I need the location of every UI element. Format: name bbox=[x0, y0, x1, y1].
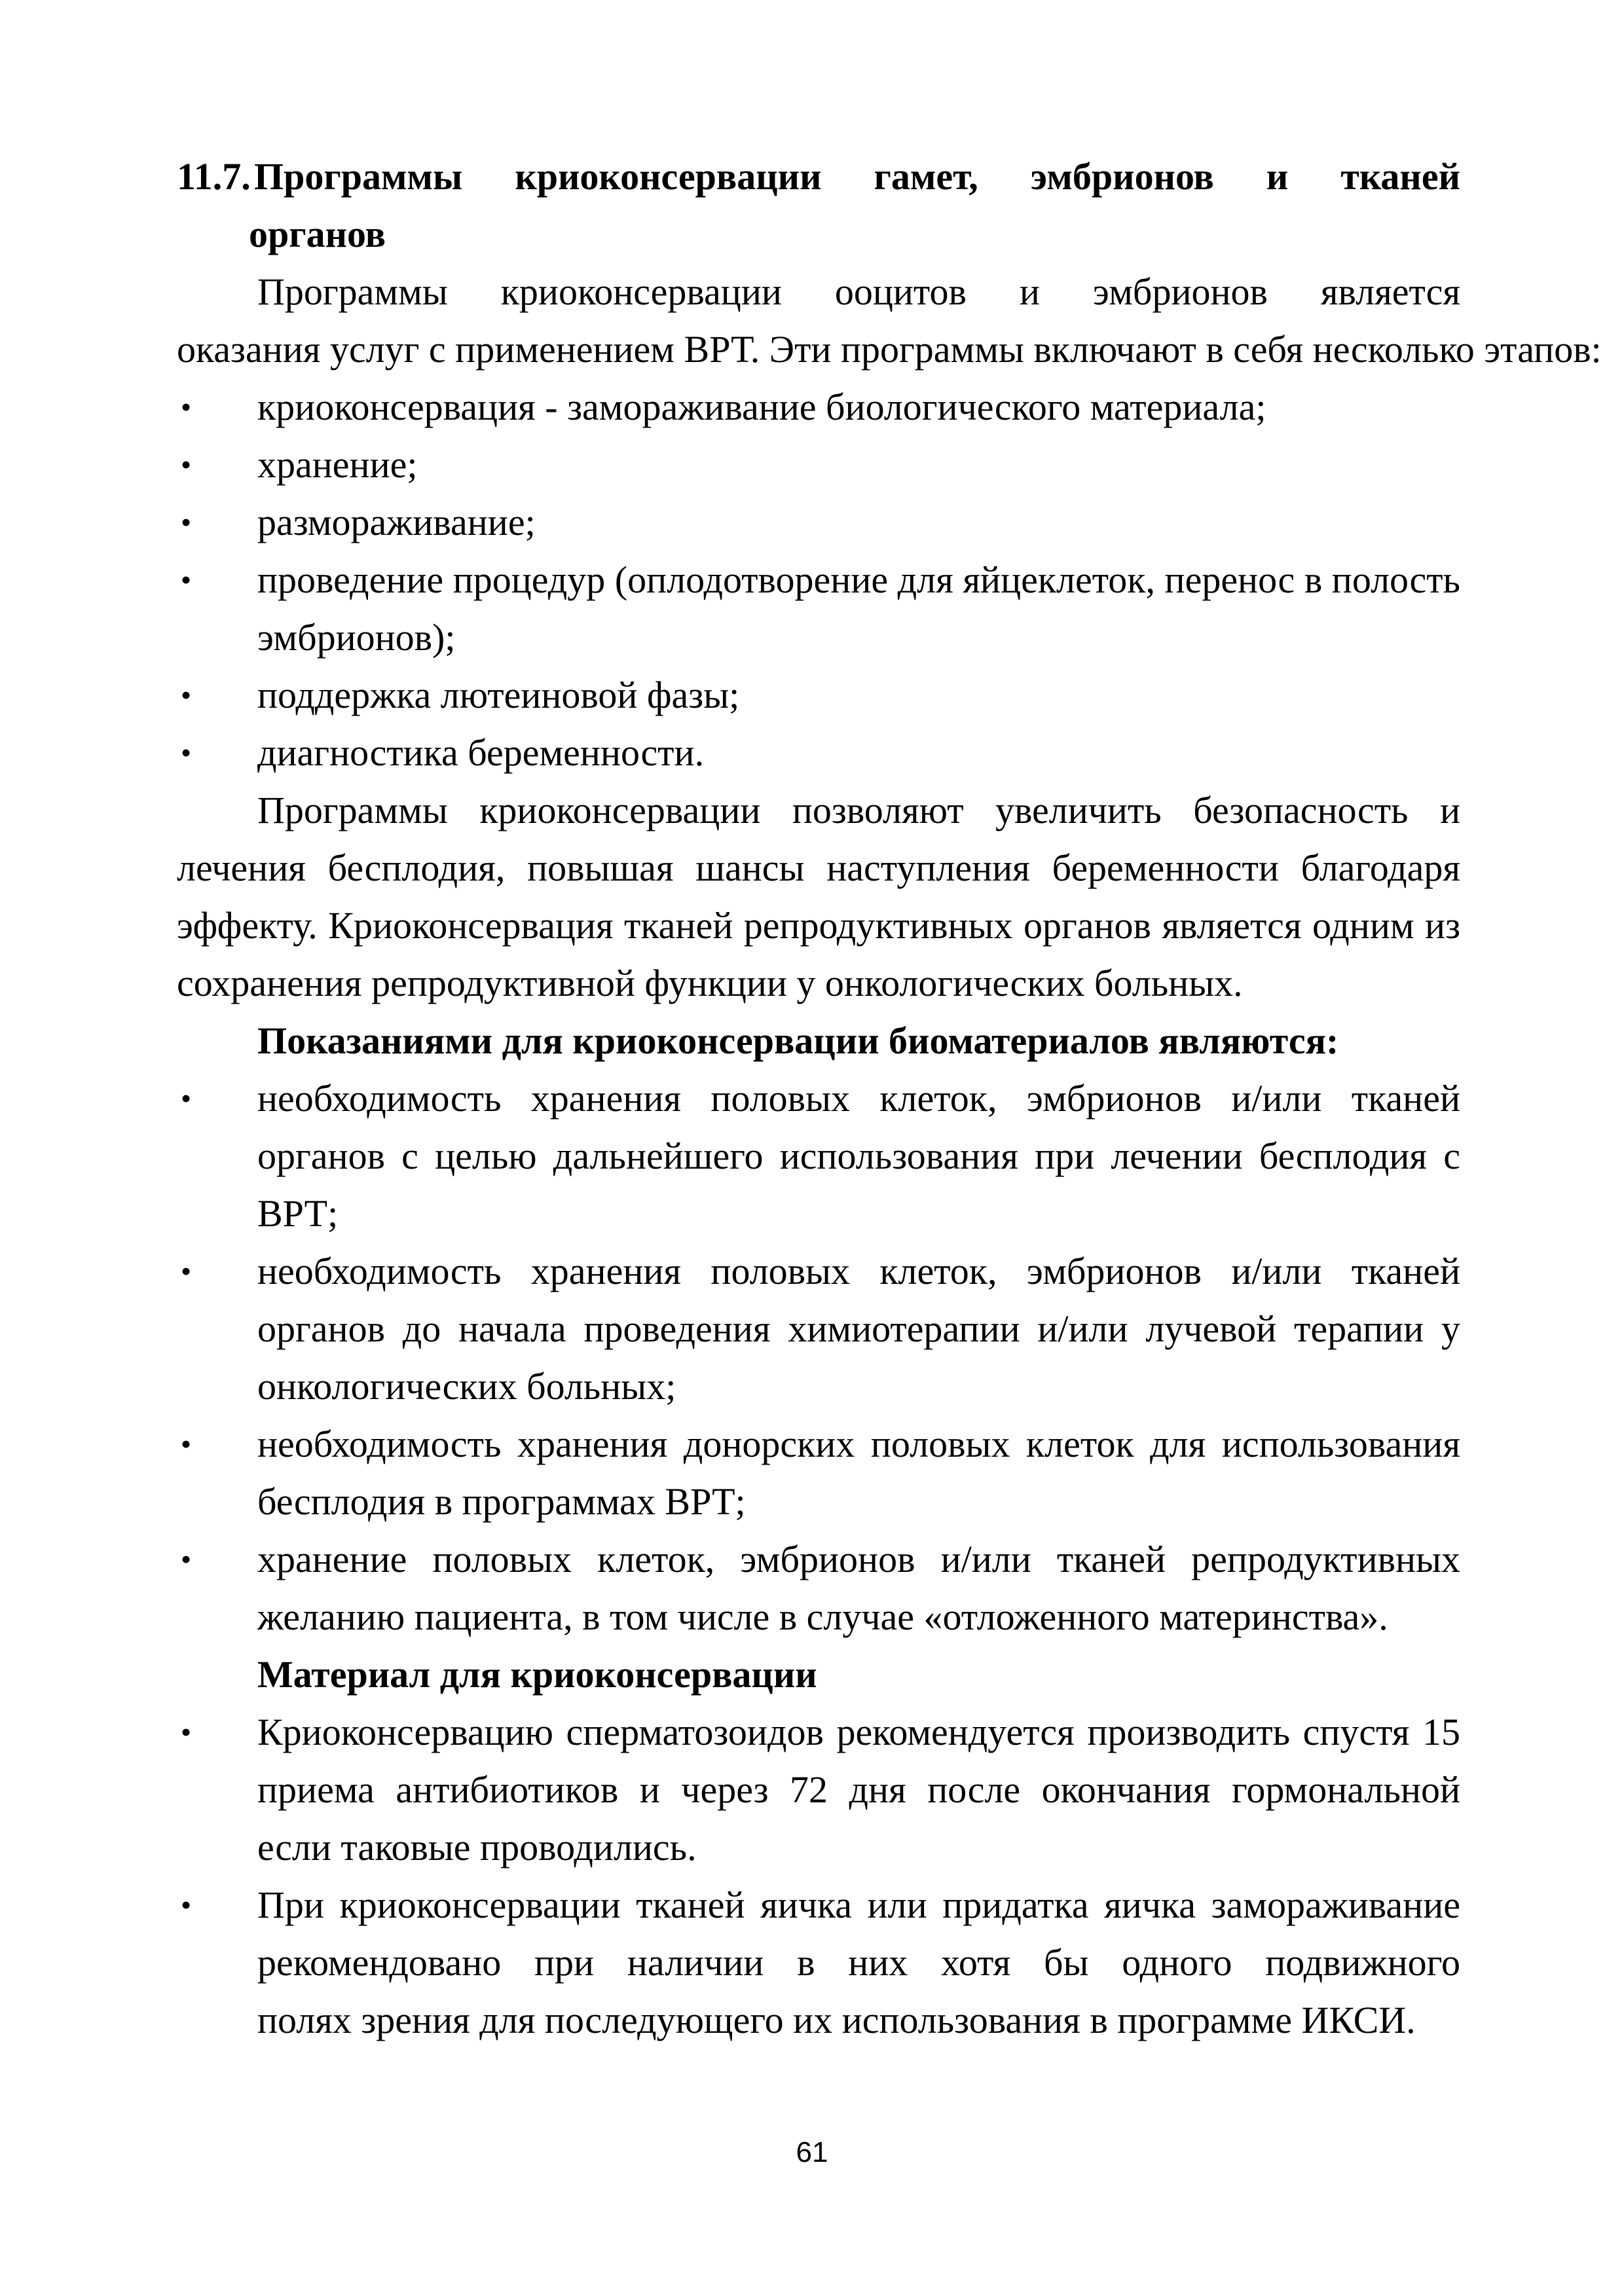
list-item bbox=[177, 494, 1460, 551]
text-line: желанию пациента, в том числе в случае «отложенного материнства». bbox=[257, 1595, 1388, 1638]
text-line: эффекту. Криоконсервация тканей репродуктивных органов является одним из bbox=[177, 904, 1460, 947]
paragraph bbox=[177, 263, 1602, 378]
text-line: Программы криоконсервации гамет, эмбрионов и тканей bbox=[254, 155, 1460, 198]
text-line: Материал для криоконсервации bbox=[257, 1653, 817, 1696]
bullet-icon: • bbox=[181, 1542, 192, 1576]
text-line: оказания услуг с применением ВРТ. Эти программы включают в себя несколько этапов: bbox=[177, 328, 1602, 371]
text-line: При криоконсервации тканей яичка или придатка яичка замораживание bbox=[257, 1884, 1460, 1926]
bullet-icon: • bbox=[181, 736, 192, 769]
text-line: лечения бесплодия, повышая шансы наступления беременности благодаря bbox=[177, 847, 1460, 889]
text-line: полях зрения для последующего их использования в программе ИКСИ. bbox=[257, 1999, 1416, 2041]
bullet-icon: • bbox=[181, 1715, 192, 1749]
list-item bbox=[177, 1704, 1460, 1876]
subheading bbox=[177, 1646, 1460, 1704]
text-line: Криоконсервацию сперматозоидов рекомендуется производить спустя 15 bbox=[257, 1711, 1460, 1753]
text-line: сохранения репродуктивной функции у онкологических больных. bbox=[177, 962, 1243, 1004]
bullet-icon: • bbox=[181, 448, 192, 481]
text-line: органов с целью дальнейшего использования при лечении бесплодия с bbox=[257, 1135, 1460, 1177]
text-line: необходимость хранения половых клеток, эмбрионов и/или тканей bbox=[257, 1077, 1460, 1120]
text-line: хранение половых клеток, эмбрионов и/или тканей репродуктивных bbox=[257, 1538, 1460, 1580]
text-line: криоконсервация - замораживание биологического материала; bbox=[257, 386, 1266, 428]
bullet-icon: • bbox=[181, 1254, 192, 1288]
section-heading bbox=[177, 148, 1460, 263]
bullet-icon: • bbox=[181, 678, 192, 712]
text-line: онкологических больных; bbox=[257, 1365, 676, 1408]
text-line: приема антибиотиков и через 72 дня после окончания гормональной bbox=[257, 1768, 1460, 1811]
bullet-icon: • bbox=[181, 1888, 192, 1922]
text-line: органов bbox=[249, 213, 386, 255]
text-line: размораживание; bbox=[257, 501, 536, 543]
subheading bbox=[177, 1012, 1460, 1070]
page-number: 61 bbox=[796, 2136, 828, 2168]
text-line: ВРТ; bbox=[257, 1192, 339, 1235]
bullet-icon: • bbox=[181, 1427, 192, 1461]
list-item bbox=[177, 1531, 1460, 1646]
list-item bbox=[177, 666, 1460, 724]
text-line: рекомендовано при наличии в них хотя бы одного подвижного bbox=[257, 1941, 1460, 1984]
text-line: необходимость хранения донорских половых клеток для использования bbox=[257, 1423, 1460, 1465]
list-item bbox=[177, 436, 1460, 494]
text-line: Программы криоконсервации ооцитов и эмбрионов является bbox=[257, 270, 1460, 313]
document-body bbox=[177, 148, 1602, 2049]
text-line: органов до начала проведения химиотерапии и/или лучевой терапии у bbox=[257, 1307, 1460, 1350]
text-line: бесплодия в программах ВРТ; bbox=[257, 1480, 746, 1523]
text-line: Показаниями для криоконсервации биоматериалов являются: bbox=[257, 1019, 1339, 1062]
text-line: диагностика беременности. bbox=[257, 731, 705, 774]
bullet-icon: • bbox=[181, 563, 192, 596]
list-item bbox=[177, 378, 1460, 436]
bullet-icon: • bbox=[181, 1082, 192, 1115]
bullet-icon: • bbox=[181, 505, 192, 539]
bullet-icon: • bbox=[181, 390, 192, 424]
text-line: если таковые проводились. bbox=[257, 1826, 697, 1868]
list-item bbox=[177, 551, 1460, 666]
section-number: 11.7. bbox=[177, 155, 251, 198]
list-item bbox=[177, 1876, 1460, 2049]
text-line: необходимость хранения половых клеток, эмбрионов и/или тканей bbox=[257, 1250, 1460, 1292]
text-line: проведение процедур (оплодотворение для яйцеклеток, перенос в полость bbox=[257, 558, 1460, 601]
list-item bbox=[177, 724, 1460, 782]
text-line: поддержка лютеиновой фазы; bbox=[257, 674, 740, 716]
text-line: Программы криоконсервации позволяют увеличить безопасность и bbox=[257, 789, 1460, 831]
list-item bbox=[177, 1070, 1460, 1243]
text-line: эмбрионов); bbox=[257, 616, 456, 659]
paragraph bbox=[177, 782, 1460, 1012]
list-item bbox=[177, 1243, 1460, 1415]
text-line: хранение; bbox=[257, 443, 418, 486]
list-item bbox=[177, 1415, 1460, 1531]
